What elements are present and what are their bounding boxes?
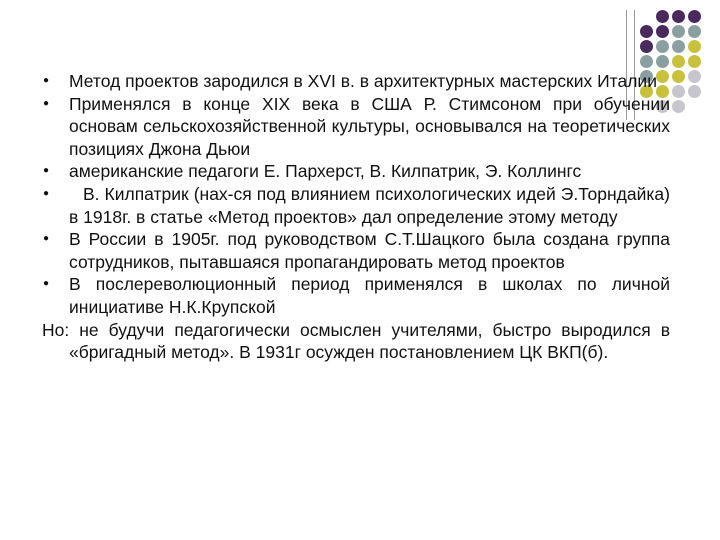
bullet-text: Применялся в конце XIX века в США Р. Стимсоном при обучении основам сельскохозяйственной культуры, основывался на теоретических позициях Джона Дьюи	[69, 93, 670, 159]
bullet-icon: ●	[43, 75, 50, 86]
bullet-text: В России в 1905г. под руководством С.Т.Шацкого была создана группа сотрудников, пытавшаяся пропагандировать метод проектов	[69, 229, 670, 272]
bullet-item	[42, 93, 670, 161]
decor-dot	[656, 40, 669, 53]
slide-body	[42, 70, 670, 364]
bullet-item	[42, 160, 670, 183]
bullet-item	[42, 70, 670, 93]
decor-dot	[688, 10, 701, 23]
bullet-item	[42, 228, 670, 273]
bullet-text: американские педагоги Е. Пархерст, В. Килпатрик, Э. Коллингс	[69, 161, 582, 182]
decor-dot	[688, 25, 701, 38]
decor-dot	[640, 55, 653, 68]
bullet-icon: ●	[43, 187, 50, 199]
bullet-icon: ●	[43, 97, 50, 109]
decor-dot	[672, 25, 685, 38]
note-text: не будучи педагогически осмыслен учителями, быстро выродился в «бригадный метод». В 1931г осужден постановлением ЦК ВКП(б).	[69, 319, 670, 363]
decor-dot	[656, 55, 669, 68]
decor-dot	[640, 40, 653, 53]
decor-dot	[688, 40, 701, 53]
decor-dot	[640, 25, 653, 38]
decor-dot	[688, 85, 701, 98]
decor-dot	[672, 40, 685, 53]
decor-dot	[672, 70, 685, 83]
bullet-item	[42, 183, 670, 228]
decor-dot	[688, 55, 701, 68]
conclusion-note	[42, 319, 670, 364]
bullet-item	[42, 273, 670, 318]
bullet-icon: ●	[43, 165, 50, 177]
decor-dot	[672, 85, 685, 98]
bullet-text: В. Килпатрик (нах-ся под влиянием психологических идей Э.Торндайка) в 1918г. в статье «Метод проектов» дал определение этому методу	[69, 183, 670, 227]
decor-dot	[656, 10, 669, 23]
bullet-icon: ●	[43, 233, 50, 245]
decor-dot	[656, 25, 669, 38]
decor-dot	[672, 10, 685, 23]
bullet-text: В послереволюционный период применялся в школах по личной инициативе Н.К.Крупской	[69, 274, 670, 317]
decor-dot	[688, 70, 701, 83]
note-label: Но:	[42, 319, 70, 340]
decor-dot	[672, 100, 685, 113]
bullet-text: Метод проектов зародился в XVI в. в архитектурных мастерских Италии	[69, 71, 657, 91]
bullet-icon: ●	[43, 278, 50, 290]
decor-dot	[688, 100, 701, 113]
decor-dot	[672, 55, 685, 68]
decor-dot	[640, 10, 653, 23]
